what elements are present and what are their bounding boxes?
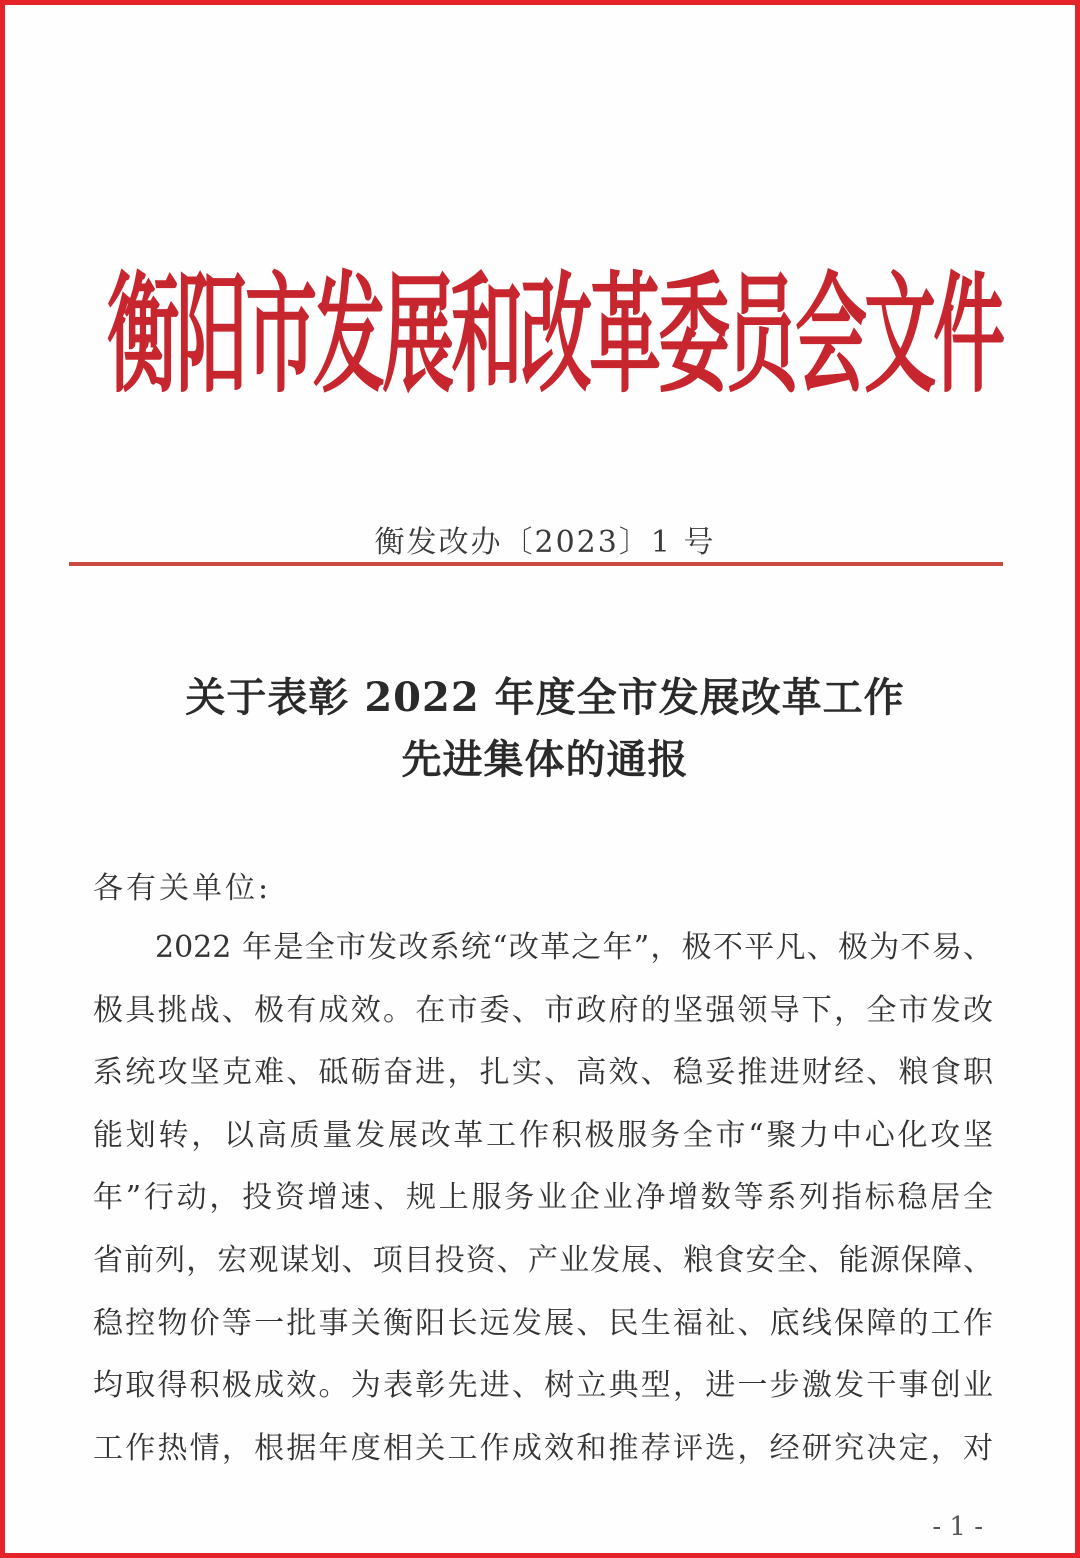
page-number: - 1 -	[932, 1512, 983, 1542]
masthead-char: 阳	[175, 258, 248, 412]
masthead-char: 员	[726, 258, 799, 412]
body-line: 极具挑战、极有成效。在市委、市政府的坚强领导下，全市发改	[93, 992, 993, 1028]
masthead-char: 展	[382, 258, 455, 412]
body-line: 年”行动，投资增速、规上服务业企业净增数等系列指标稳居全	[93, 1180, 993, 1216]
masthead-char: 市	[244, 258, 317, 412]
salutation: 各有关单位:	[93, 871, 272, 906]
masthead-char: 会	[795, 258, 868, 412]
body-line: 工作热情，根据年度相关工作成效和推荐评选，经研究决定，对	[93, 1430, 993, 1466]
body-line: 稳控物价等一批事关衡阳长远发展、民生福祉、底线保障的工作	[93, 1305, 993, 1341]
body-line: 能划转，以高质量发展改革工作积极服务全市“聚力中心化攻坚	[93, 1117, 993, 1153]
body-line: 省前列，宏观谋划、项目投资、产业发展、粮食安全、能源保障、	[93, 1242, 993, 1278]
body-line: 均取得积极成效。为表彰先进、树立典型，进一步激发干事创业	[93, 1368, 993, 1404]
document-number: 衡发改办〔2023〕1 号	[374, 525, 716, 560]
masthead-title	[95, 258, 1006, 412]
masthead-char: 委	[657, 258, 730, 412]
title-line-1: 关于表彰 2022 年度全市发展改革工作	[185, 674, 905, 721]
notice-title	[5, 667, 1080, 791]
title-line-2: 先进集体的通报	[401, 736, 689, 783]
body-line: 2022 年是全市发改系统“改革之年”，极不平凡、极为不易、	[155, 930, 993, 965]
body-line: 系统攻坚克难、砥砺奋进，扎实、高效、稳妥推进财经、粮食职	[93, 1055, 993, 1091]
masthead-char: 革	[588, 258, 661, 412]
body-paragraph	[93, 917, 993, 1480]
masthead-char: 改	[520, 258, 593, 412]
masthead-char: 发	[313, 258, 386, 412]
masthead-char: 和	[451, 258, 524, 412]
masthead-char: 衡	[107, 258, 180, 412]
red-divider-line	[69, 562, 1003, 566]
masthead-char: 件	[933, 258, 1006, 412]
masthead-char: 文	[864, 258, 937, 412]
